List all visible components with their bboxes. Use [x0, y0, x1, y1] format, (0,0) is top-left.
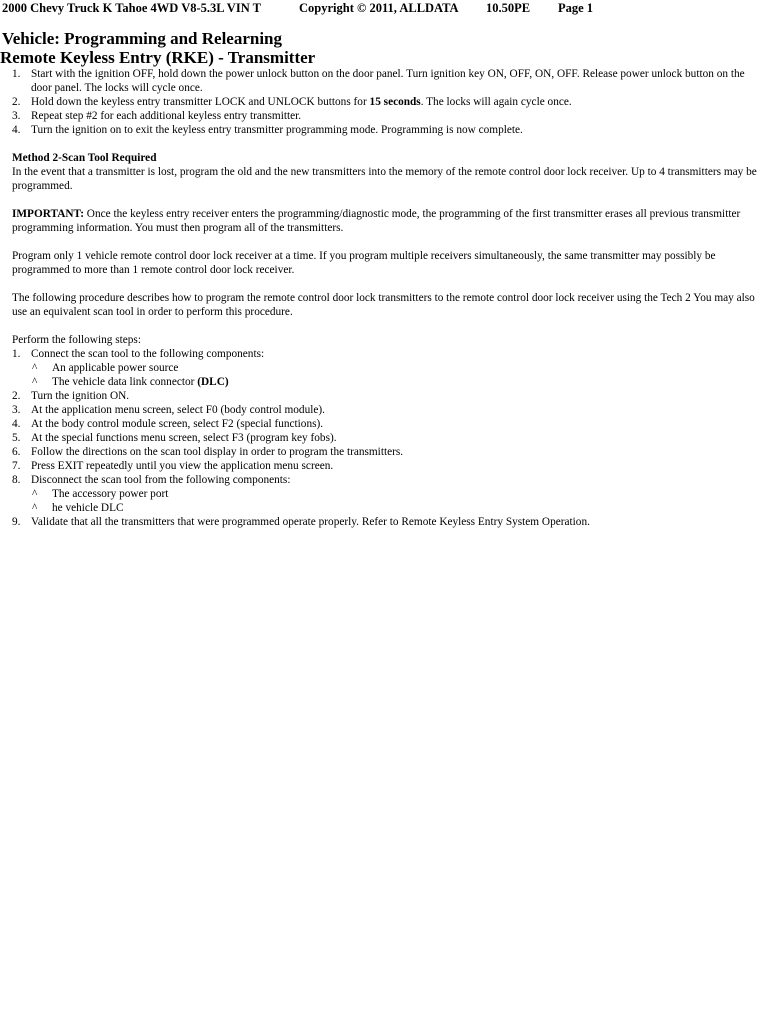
- important-label: IMPORTANT:: [12, 208, 84, 220]
- step-text: Connect the scan tool to the following components:: [31, 348, 265, 360]
- step-number: 1.: [12, 348, 21, 360]
- step-number: 2.: [12, 96, 21, 108]
- method1-steps: [12, 67, 766, 137]
- header-version: 10.50PE: [486, 1, 531, 15]
- step1-sublist: [12, 361, 766, 389]
- sub-item-text: he vehicle DLC: [52, 502, 124, 514]
- method2-intro: In the event that a transmitter is lost, program the old and the new transmitters into the memory of the remote control door lock receiver. Up to 4 transmitters may be programmed.: [12, 166, 757, 192]
- method2-steps-final: [12, 515, 766, 529]
- caret-bullet: ^: [32, 488, 38, 500]
- step-text: Follow the directions on the scan tool display in order to program the transmitters.: [31, 446, 404, 458]
- list-item: [12, 389, 766, 403]
- list-item: [12, 67, 766, 95]
- document-title: Remote Keyless Entry (RKE) - Transmitter: [0, 48, 316, 67]
- list-item: [12, 347, 766, 361]
- sub-item-text: An applicable power source: [52, 362, 179, 374]
- header-vehicle: 2000 Chevy Truck K Tahoe 4WD V8-5.3L VIN T: [2, 1, 261, 15]
- step-number: 7.: [12, 460, 21, 472]
- method2-steps: [12, 347, 766, 361]
- list-item: [12, 445, 766, 459]
- step-text: Press EXIT repeatedly until you view the application menu screen.: [31, 460, 334, 472]
- list-item: [12, 403, 766, 417]
- sub-item-text: The vehicle data link connector: [52, 376, 198, 388]
- step-number: 1.: [12, 68, 21, 80]
- step-text: Validate that all the transmitters that were programmed operate properly. Refer to Remote Keyless Entry System Operation.: [31, 516, 590, 528]
- step-text: Turn the ignition ON.: [31, 390, 130, 402]
- list-item: [12, 123, 766, 137]
- step-number: 3.: [12, 404, 21, 416]
- list-item: [12, 515, 766, 529]
- step-text: At the special functions menu screen, select F3 (program key fobs).: [31, 432, 337, 444]
- header-page-number: Page 1: [558, 1, 594, 15]
- list-item: [12, 109, 766, 123]
- step-number: 4.: [12, 124, 21, 136]
- sub-list-item: [32, 375, 766, 389]
- sub-item-text: The accessory power port: [52, 488, 169, 500]
- method2-steps-continued: [12, 389, 766, 487]
- list-item: [12, 473, 766, 487]
- list-item: [12, 459, 766, 473]
- step-emphasis: 15 seconds: [369, 96, 421, 108]
- step-number: 8.: [12, 474, 21, 486]
- step-text: . The locks will again cycle once.: [420, 96, 572, 108]
- caret-bullet: ^: [32, 502, 38, 514]
- caret-bullet: ^: [32, 362, 38, 374]
- method2-heading: Method 2-Scan Tool Required: [12, 152, 157, 164]
- list-item: [12, 431, 766, 445]
- step-number: 2.: [12, 390, 21, 402]
- step-text: Hold down the keyless entry transmitter LOCK and UNLOCK buttons for: [31, 96, 370, 108]
- caret-bullet: ^: [32, 376, 38, 388]
- procedure-description: The following procedure describes how to program the remote control door lock transmitters to the remote control door lock receiver using the Tech 2 You may also use an equivalent scan tool in order to perform this procedure.: [12, 292, 755, 318]
- important-text: Once the keyless entry receiver enters the programming/diagnostic mode, the programming of the first transmitter erases all previous transmitter programming information. You must then program all of the transmitters.: [12, 208, 741, 234]
- step-number: 3.: [12, 110, 21, 122]
- step-text: Turn the ignition on to exit the keyless entry transmitter programming mode. Programming is now complete.: [31, 124, 523, 136]
- sub-list-item: [32, 361, 766, 375]
- section-title: Vehicle: Programming and Relearning: [2, 29, 283, 48]
- step-text: Start with the ignition OFF, hold down the power unlock button on the door panel. Turn ignition key ON, OFF, ON, OFF. Release power unlock button on the door panel. The locks will cycle once.: [31, 68, 745, 94]
- step-number: 4.: [12, 418, 21, 430]
- sub-list-item: [32, 501, 766, 515]
- step-number: 9.: [12, 516, 21, 528]
- step-text: At the application menu screen, select F0 (body control module).: [31, 404, 325, 416]
- sub-item-emphasis: (DLC): [197, 376, 229, 388]
- header-copyright: Copyright © 2011, ALLDATA: [299, 1, 459, 15]
- step-text: Repeat step #2 for each additional keyless entry transmitter.: [31, 110, 302, 122]
- sub-list-item: [32, 487, 766, 501]
- step-number: 5.: [12, 432, 21, 444]
- single-receiver-note: Program only 1 vehicle remote control door lock receiver at a time. If you program multiple receivers simultaneously, the same transmitter may possibly be programmed to more than 1 remote control door lock receiver.: [12, 250, 716, 276]
- document-body: [12, 67, 766, 529]
- list-item: [12, 417, 766, 431]
- important-note: [12, 207, 766, 235]
- list-item: [12, 95, 766, 109]
- step-number: 6.: [12, 446, 21, 458]
- step-text: Disconnect the scan tool from the following components:: [31, 474, 291, 486]
- perform-label: Perform the following steps:: [12, 334, 141, 346]
- step-text: At the body control module screen, select F2 (special functions).: [31, 418, 324, 430]
- step8-sublist: [12, 487, 766, 515]
